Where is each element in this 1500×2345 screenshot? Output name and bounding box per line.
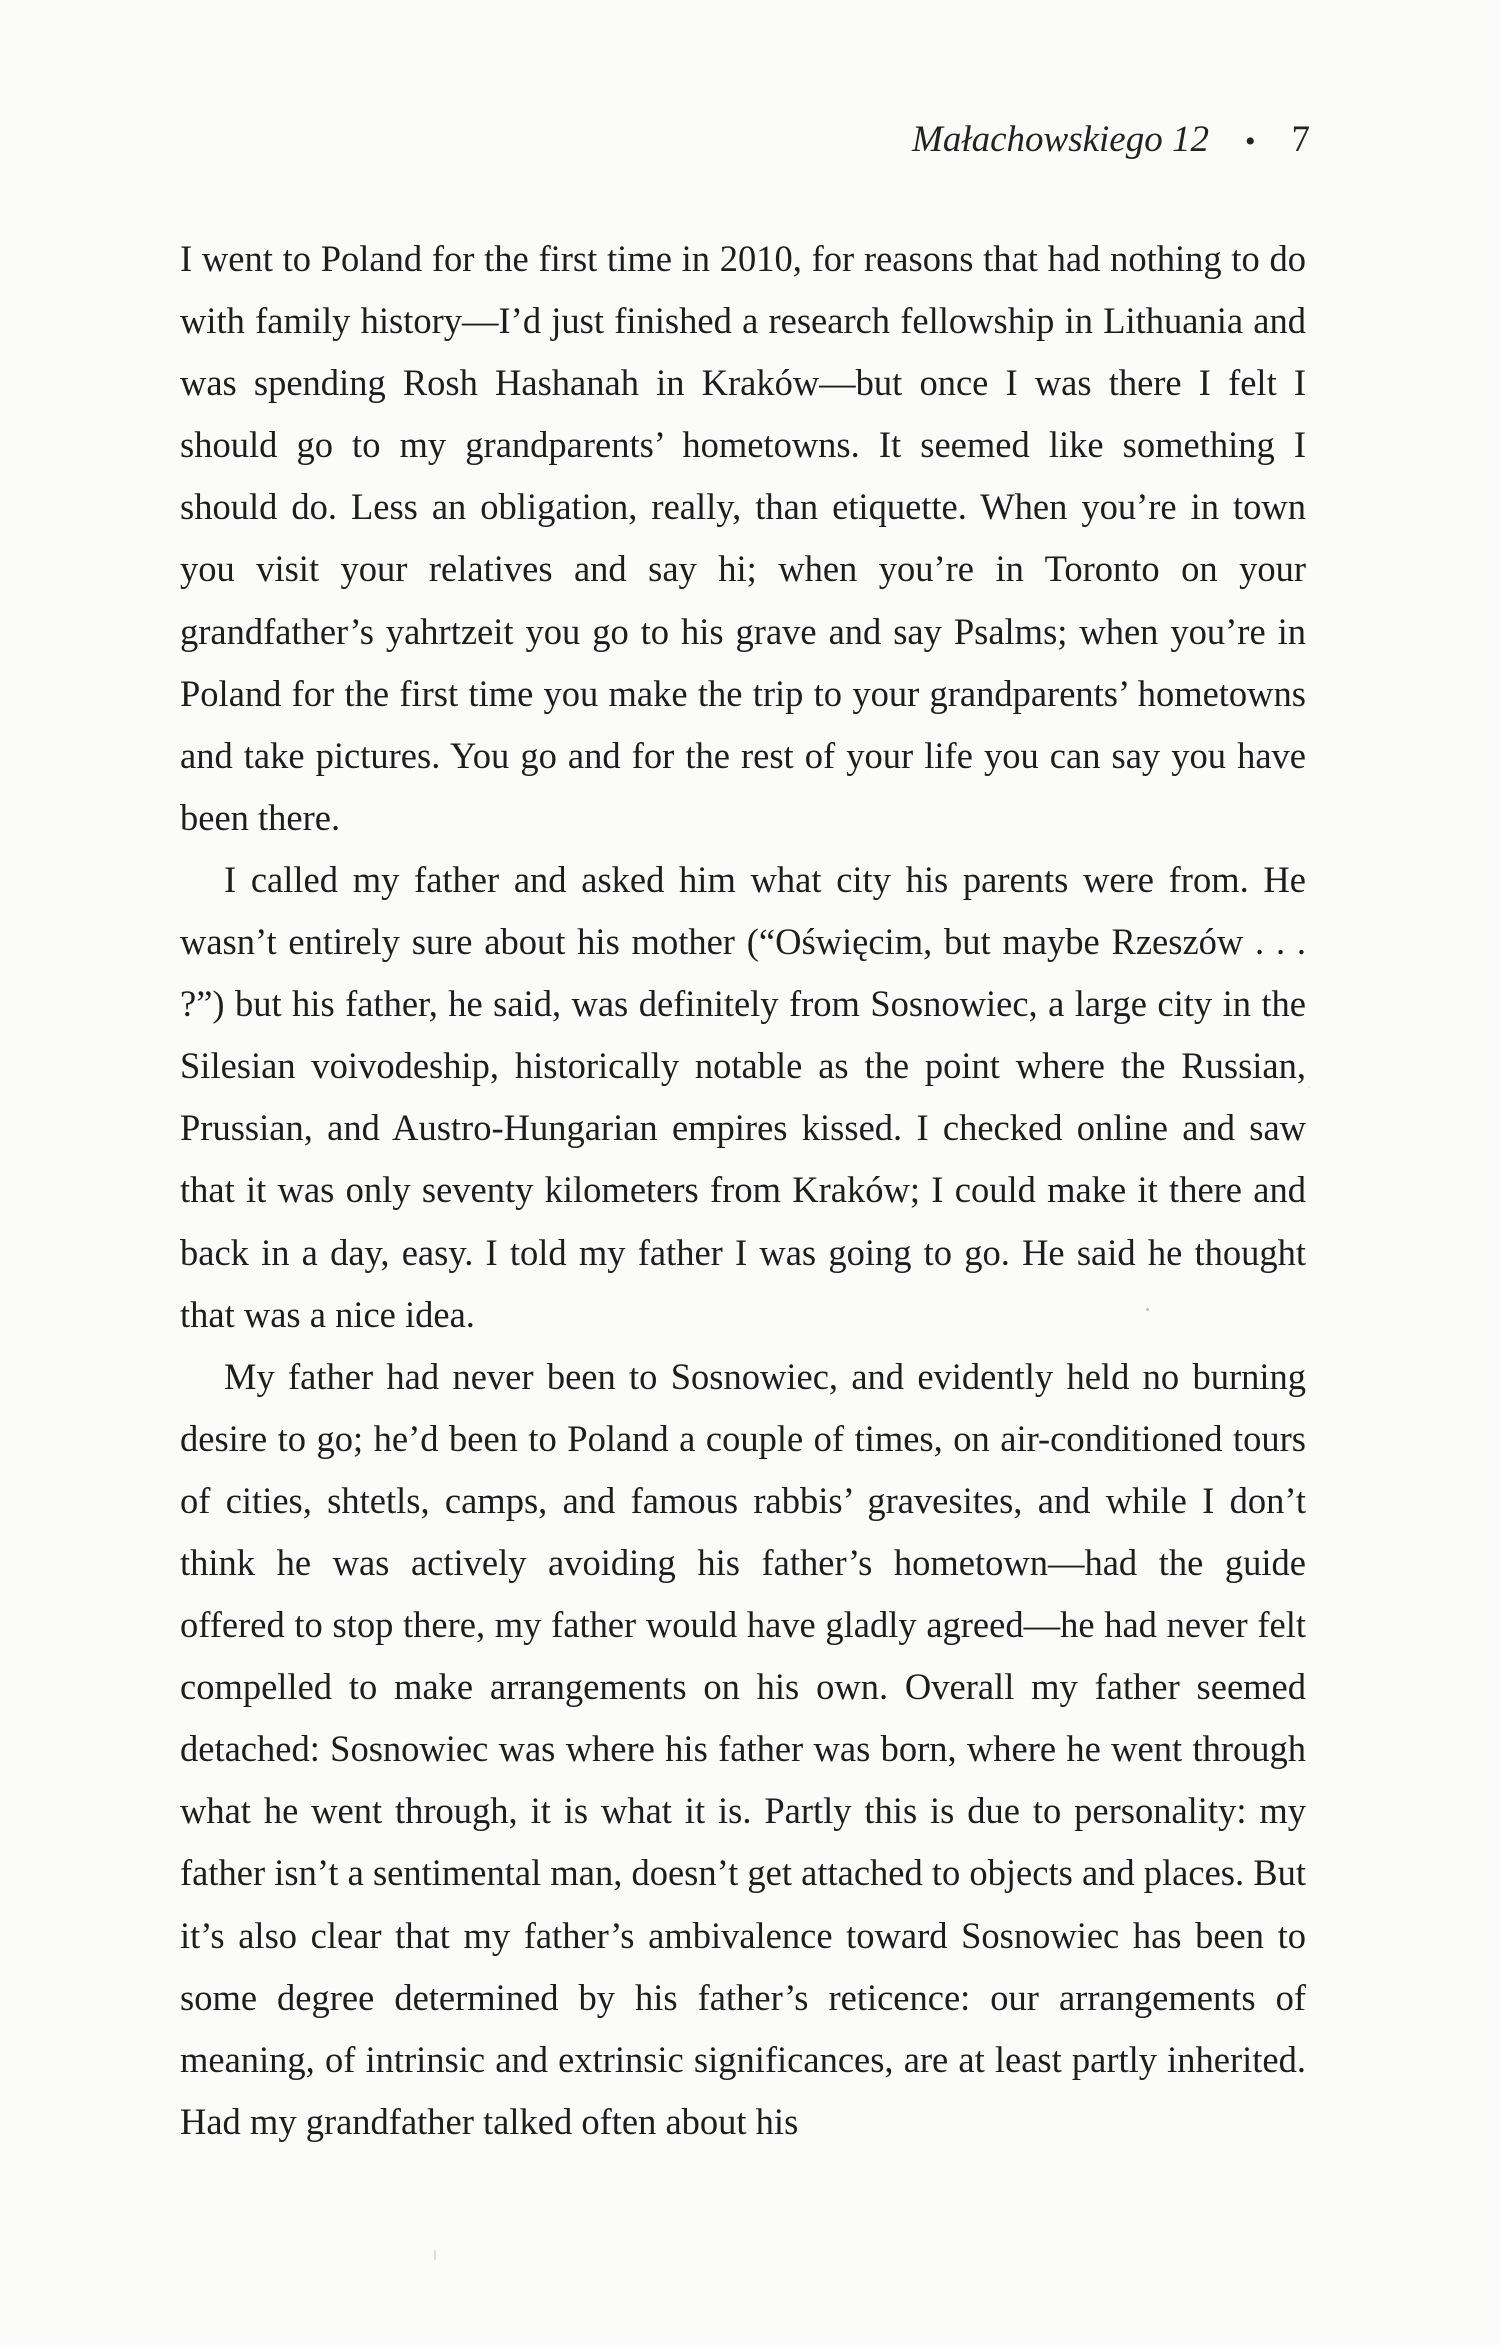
paragraph-2: I called my father and asked him what city his parents were from. He wasn’t entirely sure about his mother (“Oświęcim, but maybe Rzeszów . . . ?”) but his father, he said, was definitely from Sosnowiec, a large city in the Silesian voivodeship, historically notable as the point where the Russian, Prussian, and Austro-Hungarian empires kissed. I checked online and saw that it was only seventy kilometers from Kraków; I could make it there and back in a day, easy. I told my father I was going to go. He said he thought that was a nice idea. <box>180 858 1306 1335</box>
scan-speck <box>1146 1308 1149 1311</box>
paragraph-1: I went to Poland for the first time in 2010, for reasons that had nothing to do with family history—I’d just finished a research fellowship in Lithuania and was spending Rosh Hashanah in Kraków—but once I was there I felt I should go to my grandparents’ hometowns. It seemed like something I should do. Less an obligation, really, than etiquette. When you’re in town you visit your relatives and say hi; when you’re in Toronto on your grandfather’s yahrtzeit you go to his grave and say Psalms; when you’re in Poland for the first time you make the trip to your grandparents’ hometowns and take pictures. You go and for the rest of your life you can say you have been there. <box>180 238 1306 838</box>
paragraph-3: My father had never been to Sosnowiec, and evidently held no burning desire to go; he’d been to Poland a couple of times, on air-conditioned tours of cities, shtetls, camps, and famous rabbis’ gravesites, and while I don’t think he was actively avoiding his father’s hometown—had the guide offered to stop there, my father would have gladly agreed—he had never felt compelled to make arrangements on his own. Overall my father seemed detached: Sosnowiec was where his father was born, where he went through what he went through, it is what it is. Partly this is due to personality: my father isn’t a sentimental man, doesn’t get attached to objects and places. But it’s also clear that my father’s ambivalence toward Sosnowiec has been to some degree determined by his father’s reticence: our arrangements of meaning, of intrinsic and extrinsic significances, are at least partly inherited. Had my grandfather talked often about his <box>180 1355 1306 2142</box>
chapter-title: Małachowskiego 12 <box>912 119 1209 160</box>
separator-bullet: • <box>1244 125 1256 158</box>
body-text <box>180 228 1306 2153</box>
running-head <box>912 118 1310 161</box>
page-number: 7 <box>1291 119 1310 160</box>
scan-speck <box>1308 1086 1310 1088</box>
scan-speck <box>434 2250 436 2260</box>
